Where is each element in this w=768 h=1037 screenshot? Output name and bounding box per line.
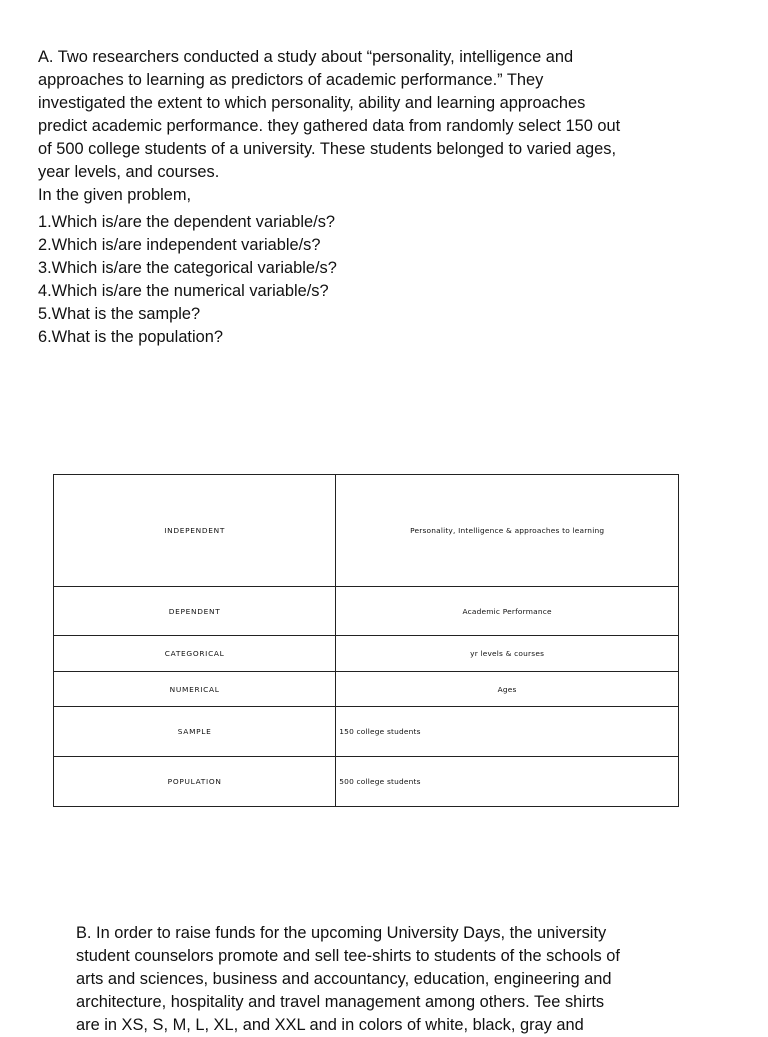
term-cell: INDEPENDENT	[54, 475, 336, 587]
statement-line: B. In order to raise funds for the upcoming University Days, the university	[76, 924, 607, 942]
problem-b	[76, 922, 696, 1037]
answer-cell: yr levels & courses	[336, 636, 679, 672]
statement-line: approaches to learning as predictors of academic performance.” They	[38, 71, 544, 89]
term-cell: POPULATION	[54, 757, 336, 807]
table-row	[54, 707, 679, 757]
statement-line: A. Two researchers conducted a study about “personality, intelligence and	[38, 48, 574, 66]
question-item: 5.What is the sample?	[38, 305, 201, 323]
question-item: 2.Which is/are independent variable/s?	[38, 236, 321, 254]
problem-a	[38, 46, 688, 349]
statement-line: student counselors promote and sell tee-shirts to students of the schools of	[76, 947, 620, 965]
table-row	[54, 672, 679, 707]
term-cell: DEPENDENT	[54, 587, 336, 636]
term-cell: CATEGORICAL	[54, 636, 336, 672]
question-item: 6.What is the population?	[38, 328, 223, 346]
statement-line: year levels, and courses.	[38, 163, 220, 181]
statement-line: predict academic performance. they gathered data from randomly select 150 out	[38, 117, 621, 135]
statement-line: investigated the extent to which personality, ability and learning approaches	[38, 94, 586, 112]
question-item: 1.Which is/are the dependent variable/s?	[38, 213, 336, 231]
term-cell: SAMPLE	[54, 707, 336, 757]
question-item: 4.Which is/are the numerical variable/s?	[38, 282, 329, 300]
answer-cell: 150 college students	[336, 707, 679, 757]
statement-line: architecture, hospitality and travel management among others. Tee shirts	[76, 993, 605, 1011]
problem-a-lead: In the given problem,	[38, 186, 192, 204]
answer-table	[53, 474, 679, 807]
statement-line: of 500 college students of a university. These students belonged to varied ages,	[38, 140, 616, 158]
question-list	[38, 211, 688, 349]
table-row	[54, 757, 679, 807]
table-row	[54, 636, 679, 672]
answer-cell: Ages	[336, 672, 679, 707]
table-row	[54, 587, 679, 636]
answer-cell: Personality, Intelligence & approaches to learning	[336, 475, 679, 587]
problem-b-statement	[76, 922, 696, 1037]
question-item: 3.Which is/are the categorical variable/s?	[38, 259, 337, 277]
answer-cell: 500 college students	[336, 757, 679, 807]
statement-line: are in XS, S, M, L, XL, and XXL and in colors of white, black, gray and	[76, 1016, 584, 1034]
table-row	[54, 475, 679, 587]
term-cell: NUMERICAL	[54, 672, 336, 707]
problem-a-statement	[38, 46, 688, 184]
statement-line: arts and sciences, business and accountancy, education, engineering and	[76, 970, 612, 988]
answer-cell: Academic Performance	[336, 587, 679, 636]
